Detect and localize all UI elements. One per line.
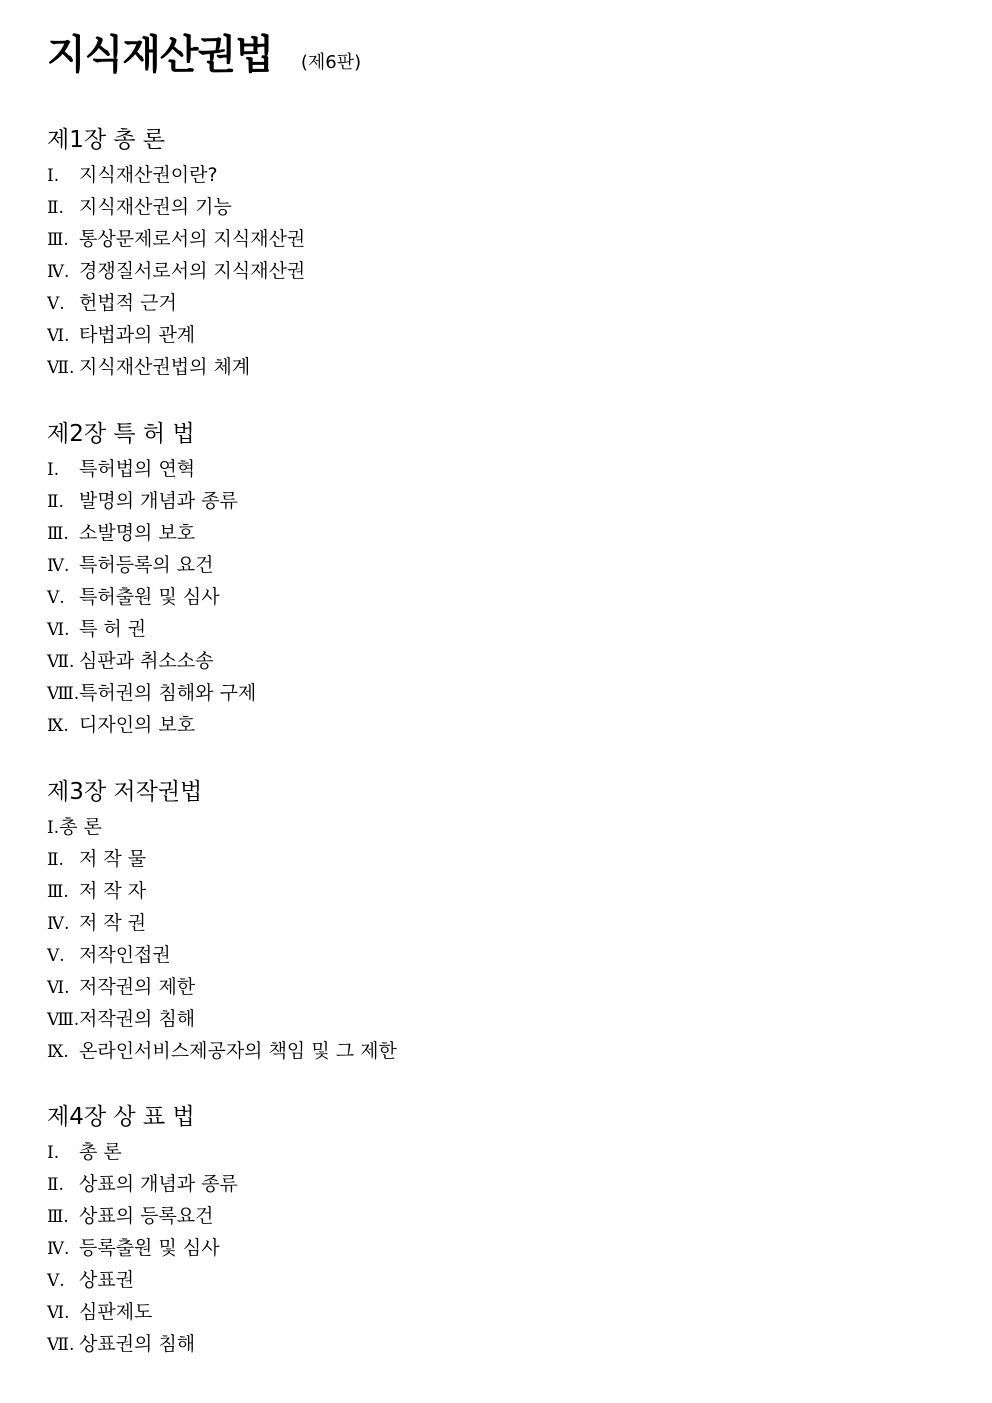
toc-item-number: Ⅳ.: [47, 1239, 70, 1259]
toc-item-number: Ⅵ.: [47, 978, 70, 998]
toc-item: [47, 549, 947, 581]
toc-item-label: 타법과의 관계: [79, 324, 196, 346]
toc-item-label: 총 론: [79, 1141, 122, 1163]
toc-item: [47, 453, 947, 485]
toc-item-label: 헌법적 근거: [79, 292, 177, 314]
toc-item-number: Ⅰ.: [47, 460, 60, 480]
toc-item: [47, 875, 947, 907]
chapter-title: 제2장 특 허 법: [47, 421, 195, 447]
toc-item-label: 상표의 개념과 종류: [79, 1173, 238, 1195]
document-header: [47, 28, 361, 90]
toc-item-label: 특허출원 및 심사: [79, 586, 220, 608]
toc-item-number: Ⅱ.: [47, 1175, 64, 1195]
chapter-2: [47, 418, 947, 741]
toc-item-label: 등록출원 및 심사: [79, 1237, 220, 1259]
toc-item: [47, 971, 947, 1003]
toc-item-number: Ⅴ.: [47, 588, 65, 608]
chapter-toc-list: [47, 811, 947, 1067]
toc-item: [47, 1168, 947, 1200]
toc-item: [47, 1232, 947, 1264]
toc-item-label: 상표권: [79, 1269, 135, 1291]
toc-item: [47, 1136, 947, 1168]
toc-item-label: 경쟁질서로서의 지식재산권: [79, 260, 306, 282]
chapter-title: 제3장 저작권법: [47, 779, 203, 805]
toc-item-number: Ⅱ.: [47, 492, 64, 512]
toc-item-label: 지식재산권의 기능: [79, 196, 232, 218]
toc-item: [47, 907, 947, 939]
toc-item-label: 심판제도: [79, 1301, 153, 1323]
toc-item-label: 특허법의 연혁: [79, 458, 196, 480]
toc-item: [47, 319, 947, 351]
toc-item-number: Ⅵ.: [47, 326, 70, 346]
toc-item-number: Ⅷ.: [47, 684, 80, 704]
toc-item: [47, 811, 947, 843]
toc-item-label: 총 론: [59, 816, 102, 838]
chapter-title: 제1장 총 론: [47, 127, 166, 153]
chapter-toc-list: [47, 159, 947, 383]
toc-item-number: Ⅸ.: [47, 716, 69, 736]
toc-item-number: Ⅶ.: [47, 652, 75, 672]
toc-item-number: Ⅰ.: [47, 166, 60, 186]
toc-item: [47, 1264, 947, 1296]
toc-item-number: Ⅳ.: [47, 262, 70, 282]
toc-item-label: 발명의 개념과 종류: [79, 490, 238, 512]
toc-item: [47, 645, 947, 677]
chapter-1: [47, 124, 947, 383]
chapter-4: [47, 1101, 947, 1360]
toc-item-number: Ⅲ.: [47, 882, 69, 902]
toc-item-label: 저작권의 제한: [79, 976, 196, 998]
toc-item-label: 디자인의 보호: [79, 714, 196, 736]
toc-item: [47, 677, 947, 709]
toc-item: [47, 1296, 947, 1328]
toc-item-number: Ⅰ.: [47, 818, 60, 838]
toc-item-label: 특 허 권: [79, 618, 147, 640]
toc-item-number: Ⅷ.: [47, 1010, 80, 1030]
toc-item-number: Ⅳ.: [47, 914, 70, 934]
toc-item-label: 저 작 자: [79, 880, 147, 902]
document-title: 지식재산권법: [47, 32, 273, 78]
toc-item-label: 온라인서비스제공자의 책임 및 그 제한: [79, 1040, 397, 1062]
toc-item: [47, 351, 947, 383]
toc-item-label: 지식재산권이란?: [79, 164, 218, 186]
toc-item-number: Ⅵ.: [47, 1303, 70, 1323]
toc-item: [47, 159, 947, 191]
chapter-toc-list: [47, 1136, 947, 1360]
toc-item-label: 지식재산권법의 체계: [79, 356, 251, 378]
toc-item: [47, 1200, 947, 1232]
toc-item: [47, 485, 947, 517]
document-edition: (제6판): [300, 52, 362, 73]
toc-item-number: Ⅲ.: [47, 524, 69, 544]
toc-item-label: 소발명의 보호: [79, 522, 196, 544]
toc-item: [47, 939, 947, 971]
toc-item-number: Ⅲ.: [47, 230, 69, 250]
toc-item-number: Ⅱ.: [47, 198, 64, 218]
toc-item: [47, 191, 947, 223]
toc-item-label: 상표의 등록요건: [79, 1205, 214, 1227]
toc-item: [47, 287, 947, 319]
toc-item-label: 저작인접권: [79, 944, 171, 966]
toc-item-number: Ⅴ.: [47, 294, 65, 314]
toc-item: [47, 613, 947, 645]
toc-item-label: 저 작 권: [79, 912, 147, 934]
toc-item-label: 저 작 물: [79, 848, 147, 870]
toc-item: [47, 1328, 947, 1360]
toc-item-label: 통상문제로서의 지식재산권: [79, 228, 306, 250]
toc-item: [47, 843, 947, 875]
toc-item: [47, 709, 947, 741]
toc-item-label: 특허등록의 요건: [79, 554, 214, 576]
toc-item-number: Ⅰ.: [47, 1143, 60, 1163]
toc-item-number: Ⅶ.: [47, 1335, 75, 1355]
toc-item-label: 상표권의 침해: [79, 1333, 196, 1355]
chapter-3: [47, 776, 947, 1067]
chapter-title: 제4장 상 표 법: [47, 1104, 195, 1130]
toc-item: [47, 581, 947, 613]
toc-item: [47, 517, 947, 549]
toc-item-number: Ⅳ.: [47, 556, 70, 576]
toc-item: [47, 255, 947, 287]
toc-item-label: 심판과 취소소송: [79, 650, 214, 672]
toc-item-number: Ⅴ.: [47, 946, 65, 966]
toc-item: [47, 1035, 947, 1067]
toc-item-label: 저작권의 침해: [79, 1008, 196, 1030]
toc-item: [47, 223, 947, 255]
toc-item-label: 특허권의 침해와 구제: [79, 682, 257, 704]
toc-item-number: Ⅱ.: [47, 850, 64, 870]
toc-item: [47, 1003, 947, 1035]
toc-item-number: Ⅴ.: [47, 1271, 65, 1291]
toc-item-number: Ⅶ.: [47, 358, 75, 378]
toc-item-number: Ⅲ.: [47, 1207, 69, 1227]
chapter-toc-list: [47, 453, 947, 741]
toc-item-number: Ⅸ.: [47, 1042, 69, 1062]
toc-item-number: Ⅵ.: [47, 620, 70, 640]
